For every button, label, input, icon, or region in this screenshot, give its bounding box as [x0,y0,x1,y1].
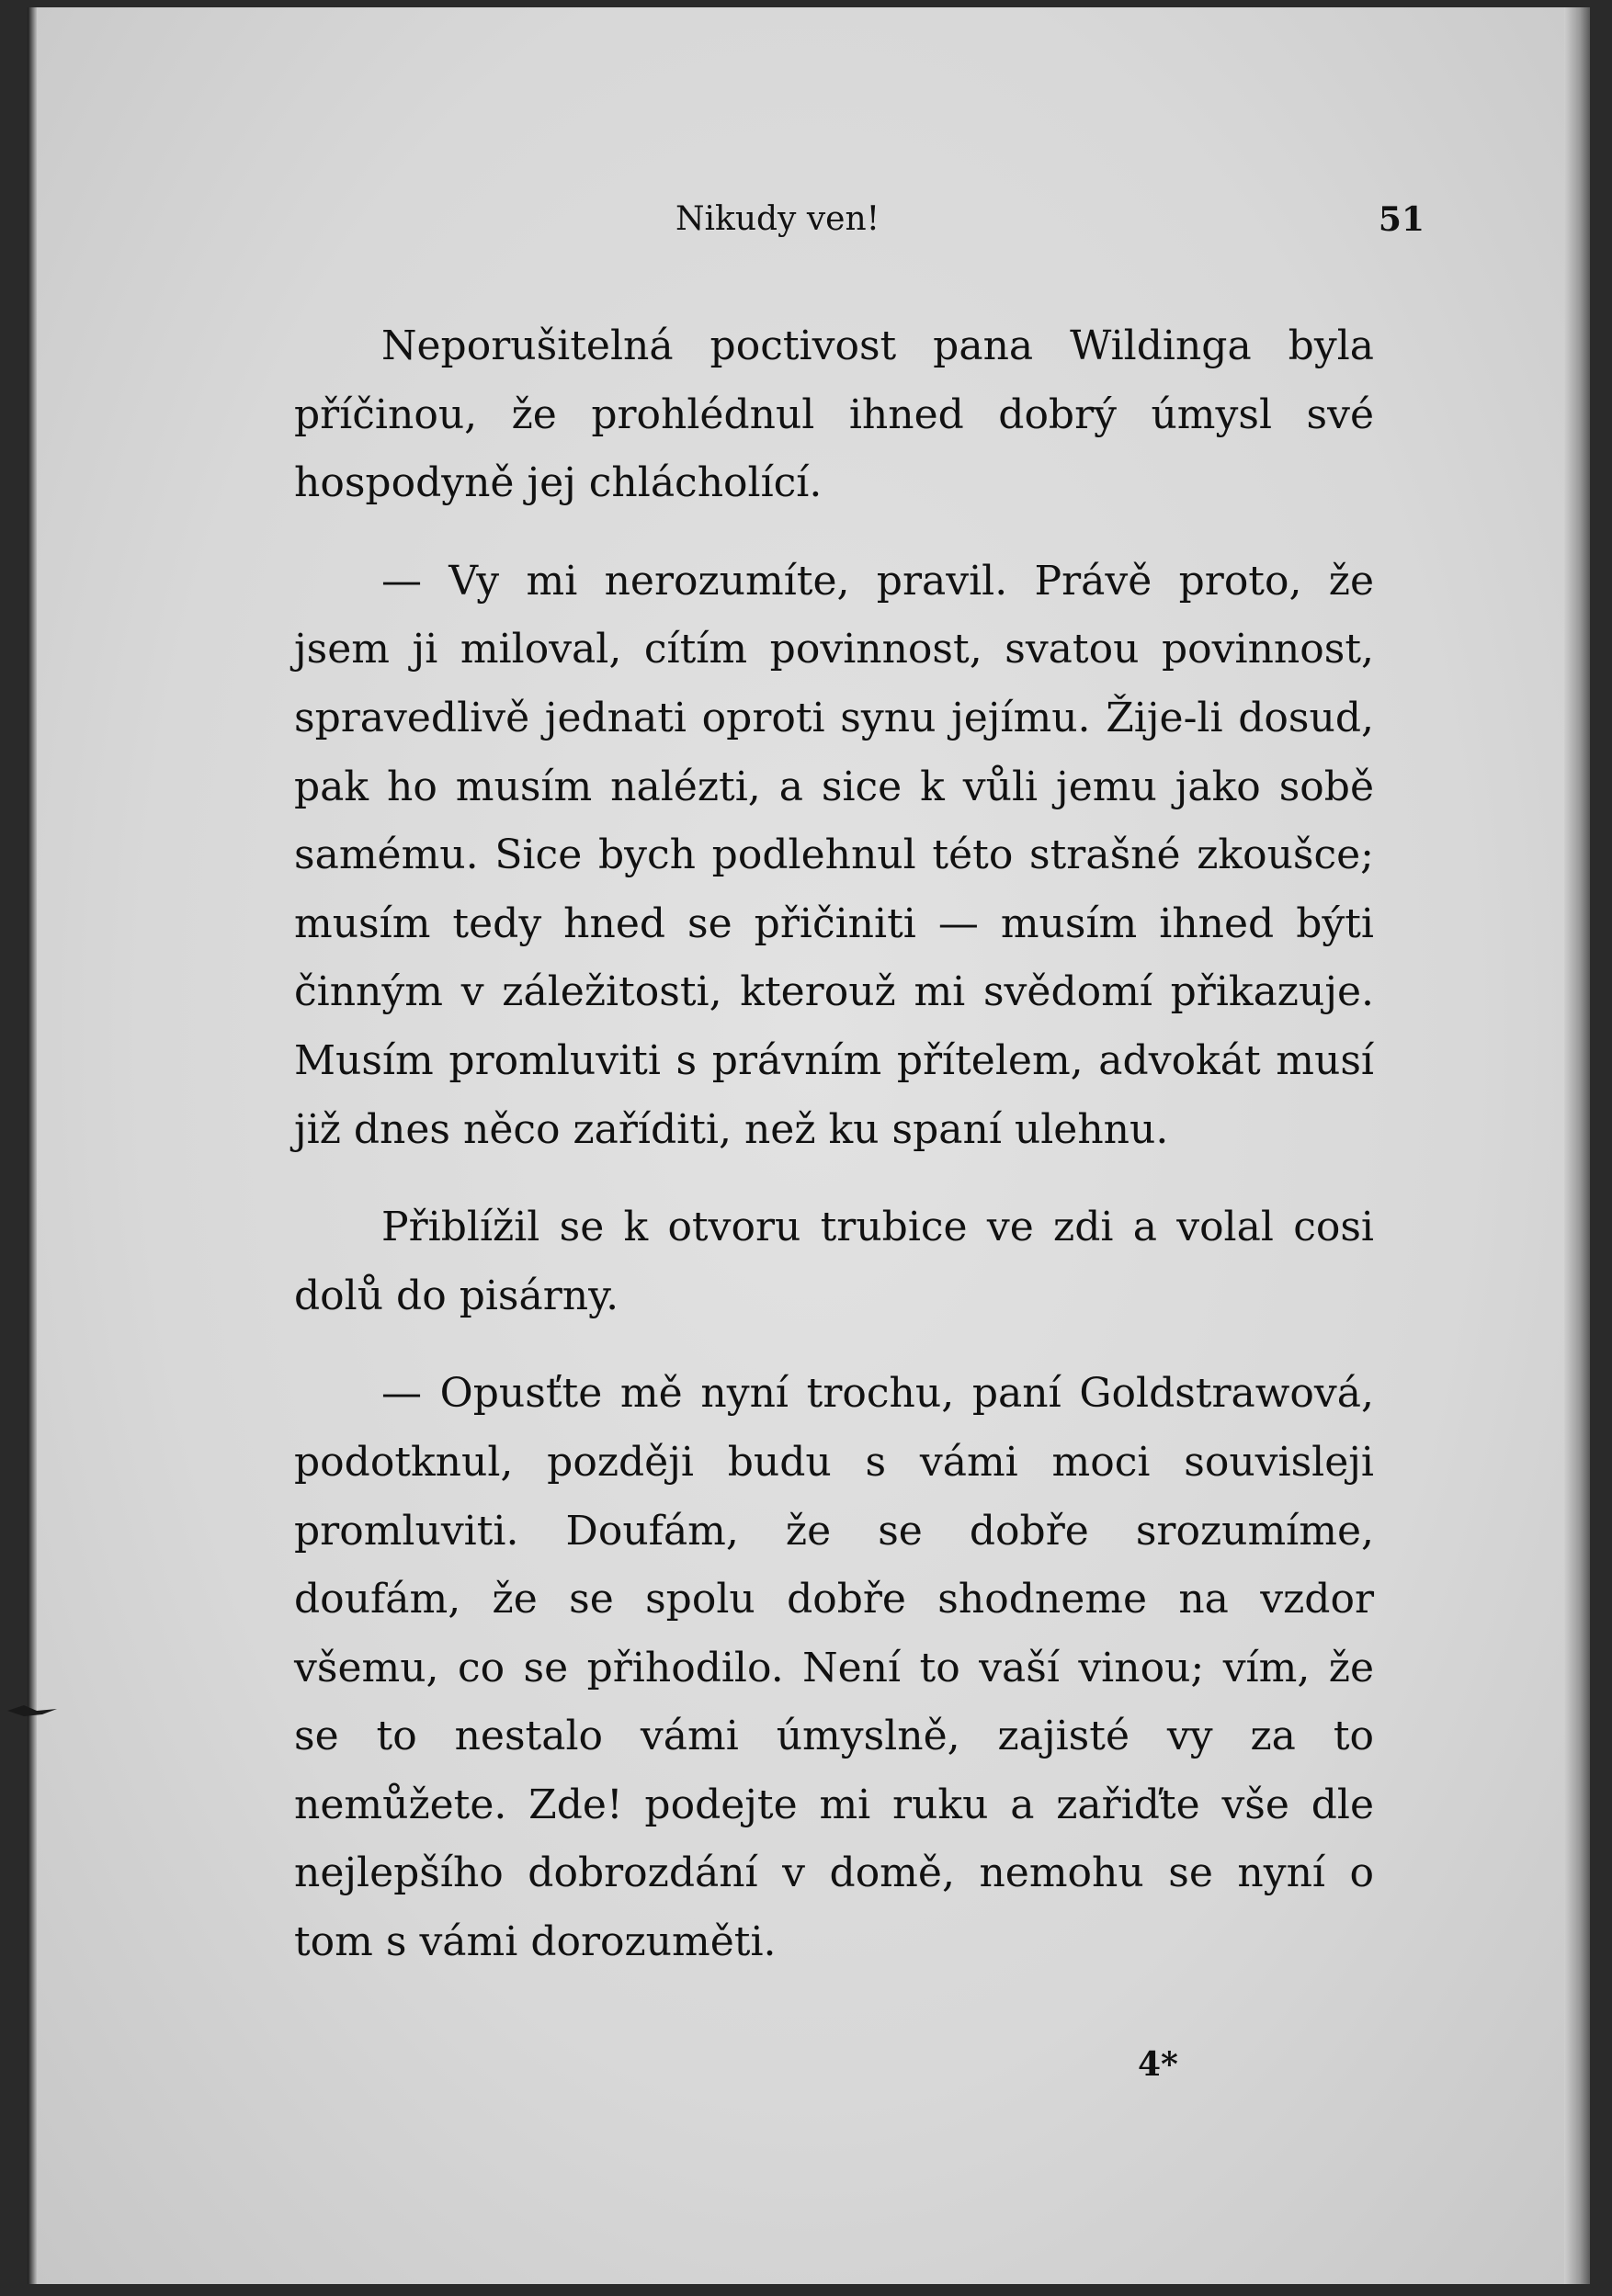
paragraph-3: Přiblížil se k otvoru trubice ve zdi a volal cosi dolů do pisárny. [294,1204,1374,1319]
running-head [675,200,1425,255]
paragraph-4: — Opusťte mě nyní trochu, paní Goldstrawová, podotknul, později budu s vámi moci souvisleji promluviti. Doufám, že se dobře srozumíme, doufám, že se spolu dobře shodneme na vzdor všemu, co se přihodilo. Není to vaší vinou; vím, že se to nestalo vámi úmyslně, zajisté vy za to nemůžete. Zde! podejte mi ruku a zařiďte vše dle nejlepšího dobrozdání v domě, nemohu se nyní o tom s vámi dorozuměti. [294,1370,1374,1966]
paragraph-1: Neporušitelná poctivost pana Wildinga byla příčinou, že prohlédnul ihned dobrý úmysl své hospodyně jej chlácholící. [294,322,1374,507]
page-right-edge [1564,7,1590,2284]
page-number: 51 [1378,200,1425,239]
page-left-edge [28,7,37,2284]
body-text [294,312,1374,1977]
signature-mark: 4* [1138,2045,1178,2084]
running-head-title: Nikudy ven! [675,200,880,238]
binding-thread-mark [6,1702,61,1720]
paragraph-2: — Vy mi nerozumíte, pravil. Právě proto, že jsem ji miloval, cítím povinnost, svatou povinnost, spravedlivě jednati oproti synu jejímu. Žije-li dosud, pak ho musím nalézti, a sice k vůli jemu jako sobě samému. Sice bych podlehnul této strašné zkoušce; musím tedy hned se přičiniti — musím ihned býti činným v záležitosti, kterouž mi svědomí přikazuje. Musím promluviti s právním přítelem, advokát musí již dnes něco zaříditi, než ku spaní ulehnu. [294,557,1374,1153]
